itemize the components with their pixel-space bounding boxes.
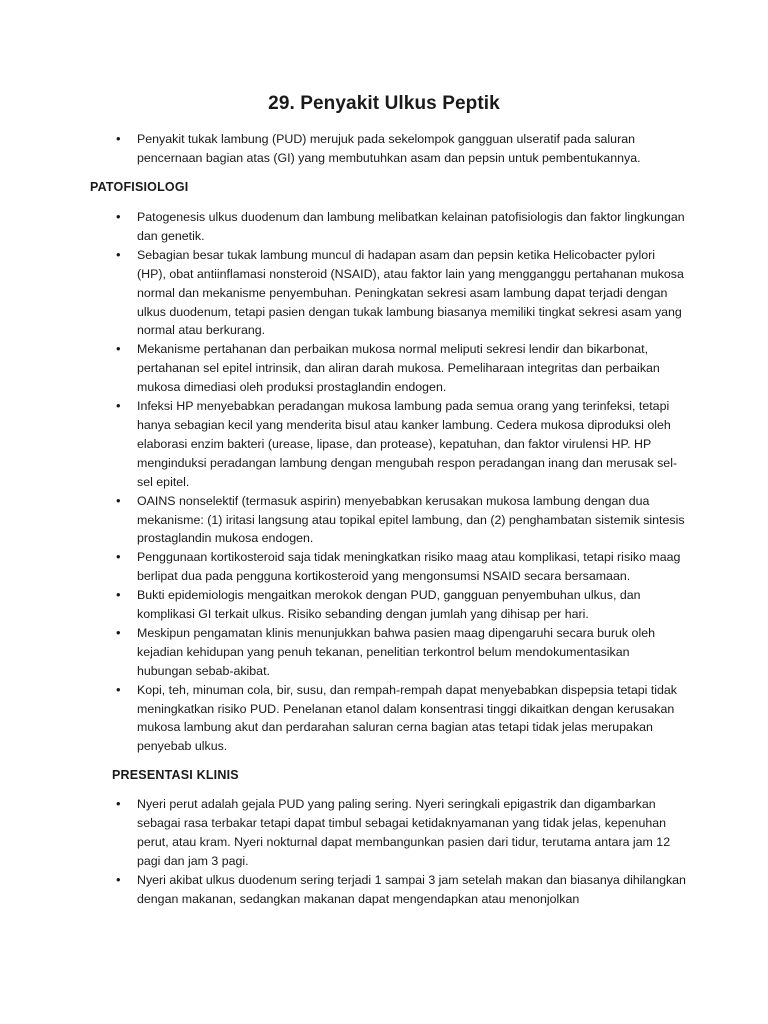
list-item: • Infeksi HP menyebabkan peradangan mukosa lambung pada semua orang yang terinfeksi, tetapi hanya sebagian kecil yang menderita bisul atau kanker lambung. Cedera mukosa diproduksi oleh elaborasi enzim bakteri (urease, lipase, dan protease), kepatuhan, dan faktor virulensi HP. HP menginduksi peradangan lambung dengan mengubah respon peradangan inang dan merusak sel-sel epitel. [116,397,686,492]
list-item: • Nyeri akibat ulkus duodenum sering terjadi 1 sampai 3 jam setelah makan dan biasanya dihilangkan dengan makanan, sedangkan makanan dapat mengendapkan atau menonjolkan [116,871,686,909]
list-item: • Penggunaan kortikosteroid saja tidak meningkatkan risiko maag atau komplikasi, tetapi risiko maag berlipat dua pada pengguna kortikosteroid yang mengonsumsi NSAID secara bersamaan. [116,548,686,586]
section-heading-patofisiologi: PATOFISIOLOGI [90,180,189,194]
page-title: 29. Penyakit Ulkus Peptik [268,93,500,114]
list-item: • Patogenesis ulkus duodenum dan lambung melibatkan kelainan patofisiologis dan faktor lingkungan dan genetik. [116,208,686,246]
list-item: • Meskipun pengamatan klinis menunjukkan bahwa pasien maag dipengaruhi secara buruk oleh kejadian kehidupan yang penuh tekanan, penelitian terkontrol belum mendokumentasikan hubungan sebab-akibat. [116,624,686,681]
list-item: • Penyakit tukak lambung (PUD) merujuk pada sekelompok gangguan ulseratif pada saluran pencernaan bagian atas (GI) yang membutuhkan asam dan pepsin untuk pembentukannya. [116,130,686,168]
list-item: • Bukti epidemiologis mengaitkan merokok dengan PUD, gangguan penyembuhan ulkus, dan komplikasi GI terkait ulkus. Risiko sebanding dengan jumlah yang dihisap per hari. [116,586,686,624]
list-item: • OAINS nonselektif (termasuk aspirin) menyebabkan kerusakan mukosa lambung dengan dua mekanisme: (1) iritasi langsung atau topikal epitel lambung, dan (2) penghambatan sistemik sintesis prostaglandin mukosa endogen. [116,492,686,549]
patofisiologi-bullet-list [116,208,686,756]
list-item: • Mekanisme pertahanan dan perbaikan mukosa normal meliputi sekresi lendir dan bikarbonat, pertahanan sel epitel intrinsik, dan aliran darah mukosa. Pemeliharaan integritas dan perbaikan mukosa dimediasi oleh produksi prostaglandin endogen. [116,340,686,397]
presentasi-klinis-bullet-list [116,795,686,908]
section-heading-presentasi-klinis: PRESENTASI KLINIS [112,768,239,782]
list-item: • Kopi, teh, minuman cola, bir, susu, dan rempah-rempah dapat menyebabkan dispepsia tetapi tidak meningkatkan risiko PUD. Penelanan etanol dalam konsentrasi tinggi dikaitkan dengan kerusakan mukosa lambung akut dan perdarahan saluran cerna bagian atas tetapi tidak jelas merupakan penyebab ulkus. [116,681,686,757]
list-item: • Sebagian besar tukak lambung muncul di hadapan asam dan pepsin ketika Helicobacter pylori (HP), obat antiinflamasi nonsteroid (NSAID), atau faktor lain yang mengganggu pertahanan mukosa normal dan mekanisme penyembuhan. Peningkatan sekresi asam lambung dapat terjadi dengan ulkus duodenum, tetapi pasien dengan tukak lambung biasanya memiliki tingkat sekresi asam yang normal atau berkurang. [116,246,686,341]
intro-bullet-list [116,130,686,168]
list-item: • Nyeri perut adalah gejala PUD yang paling sering. Nyeri seringkali epigastrik dan digambarkan sebagai rasa terbakar tetapi dapat timbul sebagai ketidaknyamanan yang tidak jelas, kepenuhan perut, atau kram. Nyeri nokturnal dapat membangunkan pasien dari tidur, terutama antara jam 12 pagi dan jam 3 pagi. [116,795,686,871]
